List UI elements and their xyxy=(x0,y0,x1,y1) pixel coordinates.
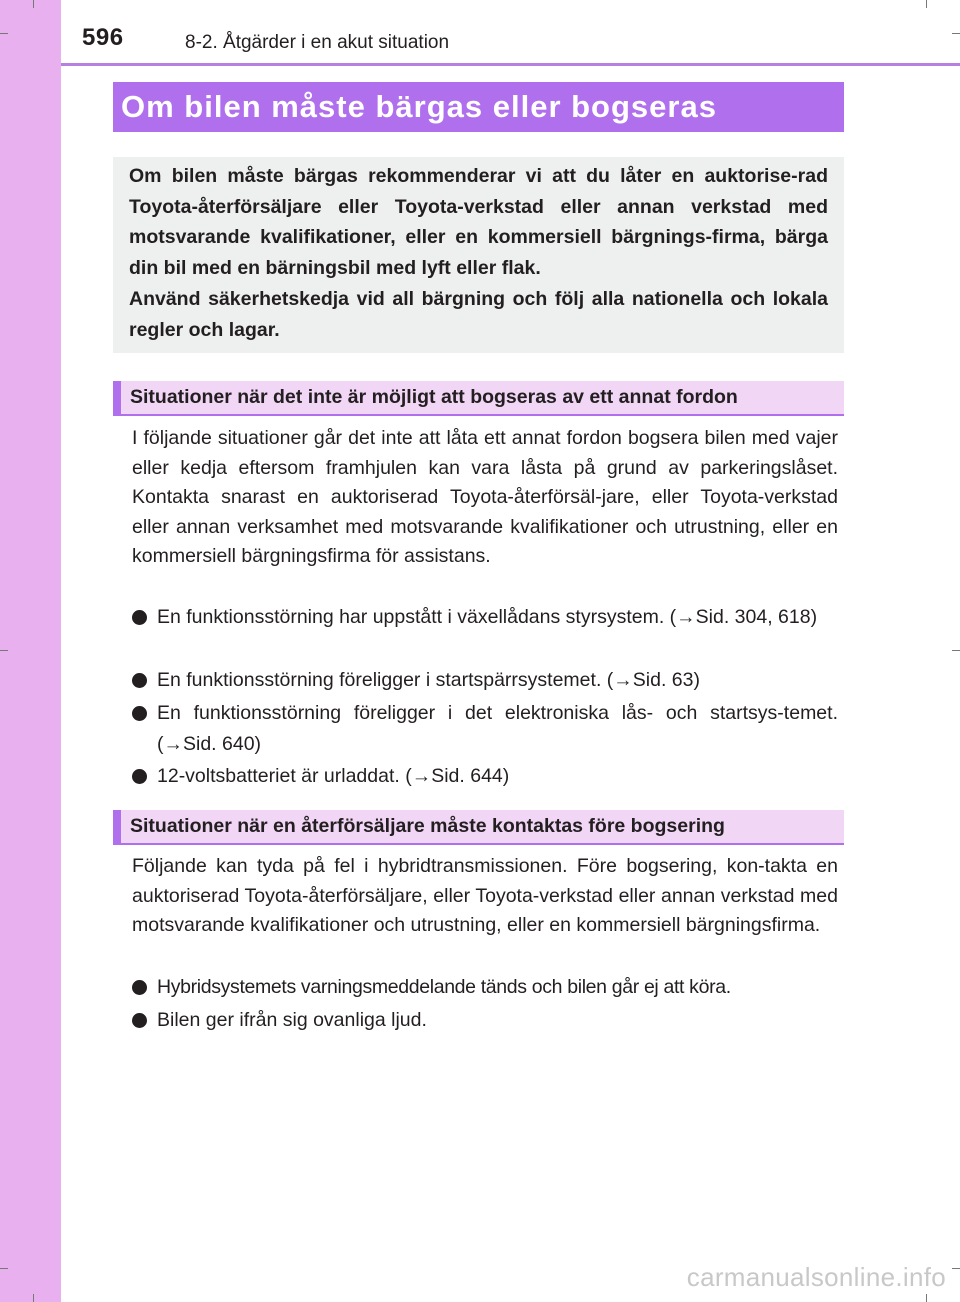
list-item: En funktionsstörning föreligger i startspärrsystemet. (→Sid. 63) xyxy=(132,665,838,696)
crop-mark xyxy=(33,0,34,8)
intro-paragraph-2: Använd säkerhetskedja vid all bärgning och följ alla nationella och lokala regler och lagar. xyxy=(129,287,828,341)
bullet-icon xyxy=(132,610,147,625)
crop-mark xyxy=(926,0,927,8)
crop-mark xyxy=(952,650,960,651)
bullet-icon xyxy=(132,980,147,995)
intro-paragraph-1: Om bilen måste bärgas rekommenderar vi att du låter en auktorise-rad Toyota-återförsäljare eller Toyota-verkstad eller annan verkstad med motsvarande kvalifikationer, eller en kommersiell bärgnings-firma, bärga din bil med en bärningsbil med lyft eller flak. xyxy=(129,165,828,280)
header-rule xyxy=(61,63,960,66)
side-tab-strip xyxy=(0,0,61,1302)
crop-mark xyxy=(33,1294,34,1302)
list-item: En funktionsstörning föreligger i det elektroniska lås- och startsys-temet. (→Sid. 640) xyxy=(132,698,838,760)
section1-paragraph: I följande situationer går det inte att låta ett annat fordon bogsera bilen med vajer eller kedja eftersom framhjulen kan vara låsta på grund av parkeringslåset. Kontakta snarast en auktoriserad Toyota-återförsäl-jare, eller Toyota-verkstad eller annan verksamhet med motsvarande kvalifikationer och utrustning, eller en kommersiell bärgningsfirma för assistans. xyxy=(132,427,838,567)
watermark: carmanualsonline.info xyxy=(686,1262,946,1292)
list-item: Hybridsystemets varningsmeddelande tänds och bilen går ej att köra. xyxy=(132,972,838,1003)
list-item: 12-voltsbatteriet är urladdat. (→Sid. 644) xyxy=(132,761,838,792)
section2-paragraph: Följande kan tyda på fel i hybridtransmissionen. Före bogsering, kon-takta en auktoriserad Toyota-återförsäljare, eller Toyota-verkstad eller annan verkstad med motsvarande kvalifikationer och utrustning, eller en kommersiell bärgningsfirma. xyxy=(132,855,838,936)
crop-mark xyxy=(0,33,8,34)
bullet-icon xyxy=(132,673,147,688)
list-item: En funktionsstörning har uppstått i växellådans styrsystem. (→Sid. 304, 618) xyxy=(132,602,838,633)
bullet-icon xyxy=(132,1013,147,1028)
intro-box xyxy=(113,157,844,353)
crop-mark xyxy=(0,1268,8,1269)
section-reference: 8-2. Åtgärder i en akut situation xyxy=(185,32,450,53)
crop-mark xyxy=(952,33,960,34)
page-title: Om bilen måste bärgas eller bogseras xyxy=(113,82,844,132)
page-number: 596 xyxy=(82,24,124,51)
section-heading-contact-dealer: Situationer när en återförsäljare måste kontaktas före bogsering xyxy=(113,810,844,845)
bullet-icon xyxy=(132,706,147,721)
crop-mark xyxy=(952,1268,960,1269)
section-heading-no-towing: Situationer när det inte är möjligt att bogseras av ett annat fordon xyxy=(113,381,844,416)
bullet-icon xyxy=(132,769,147,784)
list-item: Bilen ger ifrån sig ovanliga ljud. xyxy=(132,1005,838,1036)
crop-mark xyxy=(926,1294,927,1302)
crop-mark xyxy=(0,650,8,651)
